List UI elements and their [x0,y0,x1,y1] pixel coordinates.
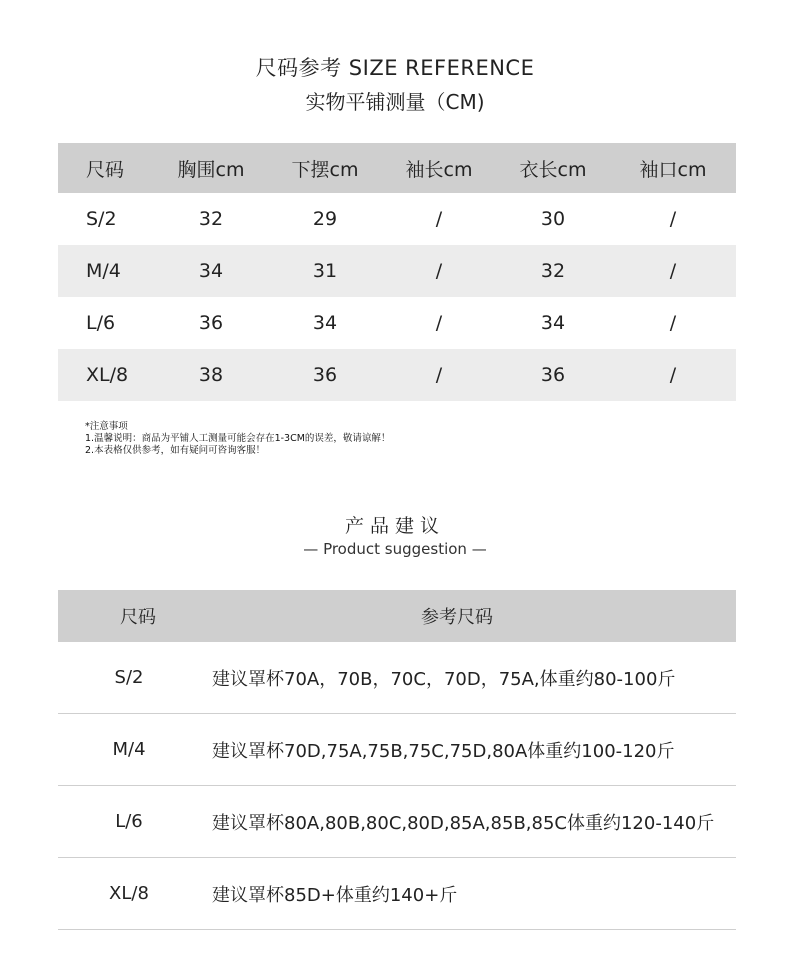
size-table-header [58,143,736,193]
cell-size: XL/8 [109,883,149,904]
table-row [58,193,736,245]
cell-reference: 建议罩杯70A，70B，70C，70D，75A,体重约80-100斤 [212,668,676,690]
cell-cuff: / [669,364,677,386]
header-chest: 胸围cm [177,158,245,181]
product-suggestion-table [58,590,736,930]
cell-chest: 32 [198,208,224,230]
size-reference-table [58,143,736,401]
cell-sleeve-length: / [435,312,443,334]
size-reference-subtitle: 实物平铺测量（CM) [305,90,485,114]
cell-size: XL/8 [86,364,129,386]
cell-cuff: / [669,312,677,334]
size-reference-title: 尺码参考 SIZE REFERENCE [255,56,535,80]
table-row [58,714,736,786]
header-cuff: 袖口cm [639,158,707,181]
cell-sleeve-length: / [435,208,443,230]
product-suggestion-subtitle: — Product suggestion — [303,540,487,558]
cell-sleeve-length: / [435,364,443,386]
cell-chest: 38 [198,364,224,386]
cell-hem: 31 [312,260,338,282]
product-suggestion-title: 产品建议 [344,515,445,537]
cell-size: L/6 [86,312,116,334]
header-length: 衣长cm [519,158,587,181]
table-row [58,349,736,401]
cell-hem: 36 [312,364,338,386]
cell-size: M/4 [112,739,146,760]
table-row [58,642,736,714]
cell-chest: 36 [198,312,224,334]
cell-size: S/2 [114,667,144,688]
cell-length: 32 [540,260,566,282]
cell-reference: 建议罩杯85D+体重约140+斤 [212,884,458,906]
table-row [58,786,736,858]
cell-sleeve-length: / [435,260,443,282]
cell-hem: 29 [312,208,338,230]
cell-reference: 建议罩杯70D,75A,75B,75C,75D,80A体重约100-120斤 [212,740,675,762]
notes-line: 1.温馨说明：商品为平铺人工测量可能会存在1-3CM的误差，敬请谅解！ [85,433,391,444]
cell-length: 36 [540,364,566,386]
header-hem: 下摆cm [291,158,359,181]
cell-cuff: / [669,208,677,230]
cell-size: M/4 [86,260,121,282]
cell-reference: 建议罩杯80A,80B,80C,80D,85A,85B,85C体重约120-140斤 [212,812,715,834]
cell-hem: 34 [312,312,338,334]
notes-heading: *注意事项 [85,421,128,432]
cell-cuff: / [669,260,677,282]
header-size: 尺码 [86,158,125,181]
header-sleeve-length: 袖长cm [405,158,473,181]
table-row [58,858,736,930]
header-size: 尺码 [120,607,156,628]
cell-size: L/6 [115,811,143,832]
cell-size: S/2 [86,208,117,230]
notes-line: 2.本表格仅供参考，如有疑问可咨询客服！ [85,445,266,456]
header-reference-size: 参考尺码 [421,607,493,628]
table-row [58,297,736,349]
cell-length: 30 [540,208,566,230]
cell-chest: 34 [198,260,224,282]
cell-length: 34 [540,312,566,334]
table-row [58,245,736,297]
notes [85,421,390,457]
suggestion-table-header [58,590,736,642]
